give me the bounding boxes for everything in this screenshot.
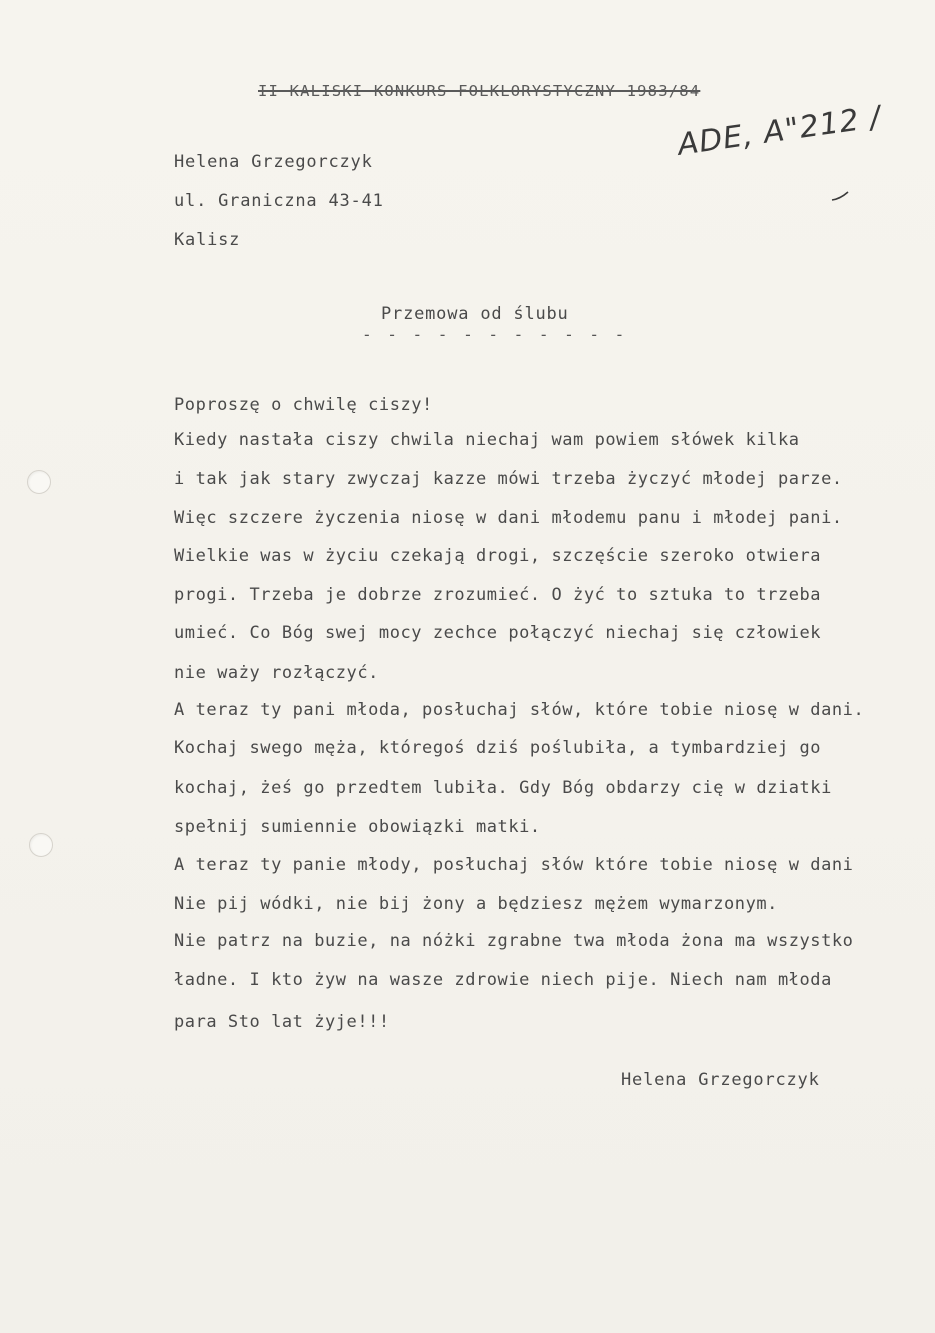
signature: Helena Grzegorczyk — [621, 1070, 820, 1090]
text-line: para Sto lat żyje!!! — [174, 1012, 390, 1032]
competition-header: II KALISKI KONKURS FOLKLORYSTYCZNY 1983/84 — [258, 82, 701, 100]
punch-hole-top — [27, 470, 51, 494]
text-line: umieć. Co Bóg swej mocy zechce połączyć niechaj się człowiek — [174, 623, 822, 643]
text-line: Nie patrz na buzie, na nóżki zgrabne twa młoda żona ma wszystko — [174, 931, 854, 951]
text-line: Poproszę o chwilę ciszy! — [174, 395, 433, 415]
sender-street: ul. Graniczna 43-41 — [174, 191, 384, 211]
text-line: spełnij sumiennie obowiązki matki. — [174, 817, 541, 837]
sender-city: Kalisz — [174, 230, 241, 250]
text-line: ładne. I kto żyw na wasze zdrowie niech pije. Niech nam młoda — [174, 970, 832, 990]
text-line: Więc szczere życzenia niosę w dani młodemu panu i młodej pani. — [174, 508, 843, 528]
sender-name: Helena Grzegorczyk — [174, 152, 373, 172]
title-underline: - - - - - - - - - - - — [362, 325, 628, 344]
text-line: A teraz ty pani młoda, posłuchaj słów, które tobie niosę w dani. — [174, 700, 865, 720]
text-line: nie waży rozłączyć. — [174, 663, 379, 683]
text-line: Wielkie was w życiu czekają drogi, szczęście szeroko otwiera — [174, 546, 822, 566]
archive-mark: ADE, A"212 / — [675, 99, 884, 163]
text-line: Kochaj swego męża, któregoś dziś poślubiła, a tymbardziej go — [174, 738, 822, 758]
text-line: Nie pij wódki, nie bij żony a będziesz mężem wymarzonym. — [174, 894, 778, 914]
text-line: i tak jak stary zwyczaj kazze mówi trzeba życzyć młodej parze. — [174, 469, 843, 489]
punch-hole-bottom — [29, 833, 53, 857]
text-line: progi. Trzeba je dobrze zrozumieć. O żyć to sztuka to trzeba — [174, 585, 822, 605]
text-line: A teraz ty panie młody, posłuchaj słów które tobie niosę w dani — [174, 855, 854, 875]
check-mark-icon — [830, 190, 850, 202]
text-line: kochaj, żeś go przedtem lubiła. Gdy Bóg obdarzy cię w dziatki — [174, 778, 832, 798]
text-line: Kiedy nastała ciszy chwila niechaj wam powiem słówek kilka — [174, 430, 800, 450]
document-title: Przemowa od ślubu — [381, 304, 569, 324]
